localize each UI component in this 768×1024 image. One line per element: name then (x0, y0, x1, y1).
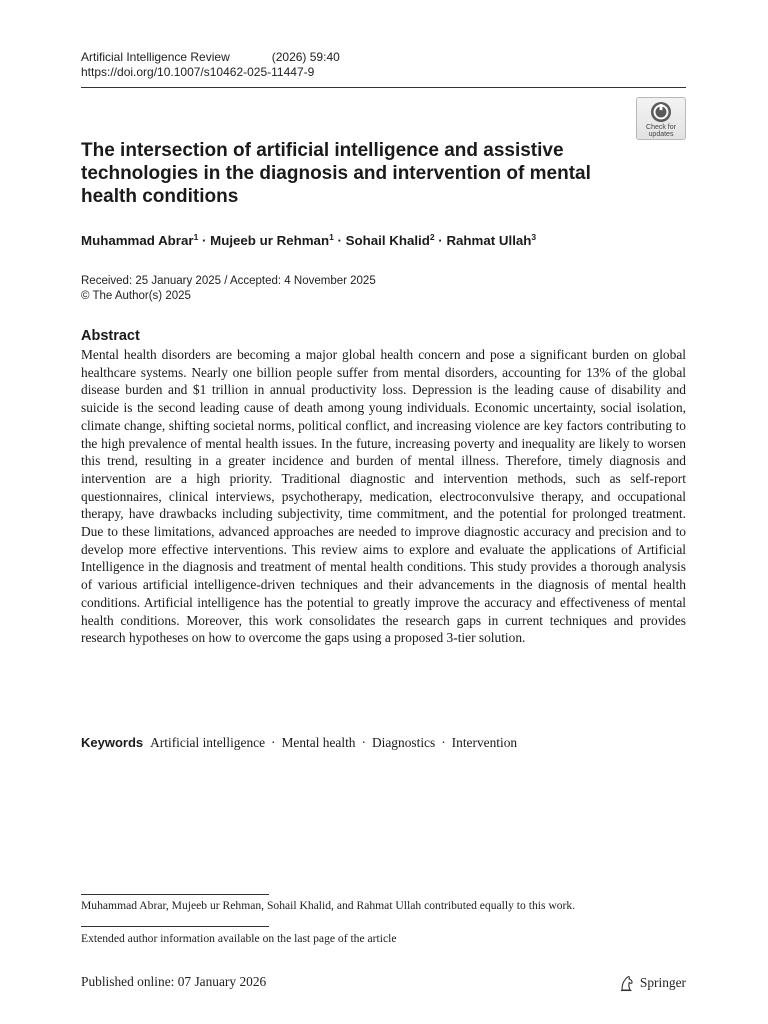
article-dates (81, 274, 376, 303)
keyword-separator: · (271, 735, 276, 750)
extended-info-footnote: Extended author information available on the last page of the article (81, 932, 397, 945)
keyword: Intervention (451, 735, 518, 750)
author-separator: · (434, 233, 447, 248)
keyword: Diagnostics (371, 735, 436, 750)
keywords (81, 734, 686, 752)
author-affiliation: 2 (429, 232, 435, 242)
author-affiliation: 3 (531, 232, 537, 242)
author-name[interactable]: Sohail Khalid (345, 233, 430, 248)
springer-logo[interactable] (619, 974, 686, 992)
check-for-updates-button[interactable] (636, 97, 686, 140)
copyright-notice: © The Author(s) 2025 (81, 289, 191, 302)
check-for-updates-icon (650, 101, 672, 123)
author-affiliation: 1 (329, 232, 334, 242)
keyword-separator: · (361, 735, 366, 750)
header-divider (81, 87, 686, 88)
author-name[interactable]: Mujeeb ur Rehman (210, 233, 330, 248)
journal-citation-line (81, 50, 686, 65)
footnote-divider (81, 926, 269, 927)
journal-issue: (2026) 59:40 (271, 50, 340, 64)
contribution-footnote: Muhammad Abrar, Mujeeb ur Rehman, Sohail Khalid, and Rahmat Ullah contributed equally to this work. (81, 899, 576, 912)
published-online-date: Published online: 07 January 2026 (81, 974, 267, 989)
journal-header (81, 50, 686, 80)
author-name[interactable]: Rahmat Ullah (446, 233, 532, 248)
article-title: The intersection of artificial intelligence and assistive technologies in the diagnosis and intervention of mental health conditions (81, 140, 591, 207)
author-affiliation: 1 (193, 232, 199, 242)
publisher-name: Springer (639, 975, 686, 990)
author-separator: · (333, 233, 346, 248)
abstract-text: Mental health disorders are becoming a major global health concern and pose a significant burden on global healthcare systems. Nearly one billion people suffer from mental disorders, accounting for 13% of the global disease burden and $1 trillion in annual productivity loss. Depression is the leading cause of disability and suicide is the second leading cause of death among young individuals. Economic uncertainty, social isolation, climate change, shifting societal norms, political conflict, and increasing violence are key factors contributing to the high prevalence of mental health issues. In the future, increasing poverty and inequality are likely to worsen this trend, resulting in a greater incidence and burden of mental illness. Therefore, timely diagnosis and intervention are a high priority. Traditional diagnostic and intervention methods, such as self-report questionnaires, clinical interviews, psychotherapy, medication, electroconvulsive therapy, and occupational therapy, have drawbacks including subjectivity, time commitment, and the potential for prolonged treatment. Due to these limitations, advanced approaches are needed to improve diagnostic accuracy and precision and to develop more effective interventions. This review aims to explore and evaluate the applications of Artificial Intelligence in the diagnosis and treatment of mental health conditions. This study provides a thorough analysis of various artificial intelligence-driven techniques and their advancements in the diagnosis of mental health conditions. Artificial intelligence has the potential to greatly improve the accuracy and effectiveness of mental health conditions. Moreover, this work consolidates the research gaps in current techniques and provides research hypotheses on how to overcome the gaps using a proposed 3-tier solution. (81, 347, 686, 646)
keyword: Mental health (281, 735, 356, 750)
author-separator: · (198, 233, 211, 248)
keywords-label: Keywords (81, 735, 144, 750)
author-list (81, 232, 686, 250)
springer-horse-icon (619, 975, 635, 992)
check-for-updates-label: Check for updates (646, 124, 676, 138)
journal-name: Artificial Intelligence Review (81, 50, 230, 64)
abstract-heading: Abstract (81, 328, 140, 344)
keyword: Artificial intelligence (150, 735, 266, 750)
doi-link[interactable]: https://doi.org/10.1007/s10462-025-11447-9 (81, 65, 315, 79)
author-name[interactable]: Muhammad Abrar (81, 233, 194, 248)
received-accepted-dates: Received: 25 January 2025 / Accepted: 4 November 2025 (81, 275, 376, 287)
keyword-separator: · (441, 735, 446, 750)
footnote-divider (81, 894, 269, 895)
